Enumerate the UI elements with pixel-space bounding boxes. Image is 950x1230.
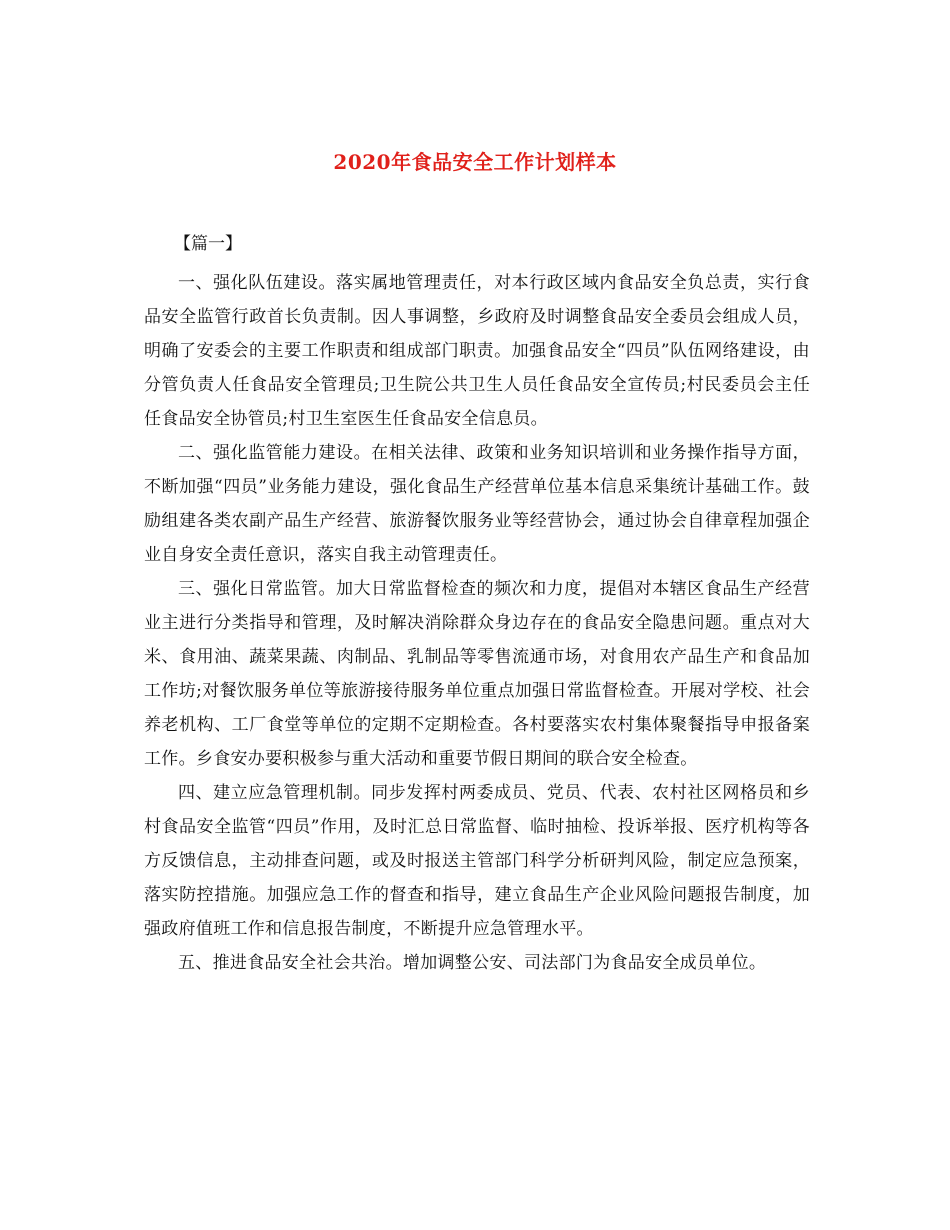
paragraph-5: 五、推进食品安全社会共治。增加调整公安、司法部门为食品安全成员单位。 bbox=[178, 953, 767, 973]
paragraph-3: 三、强化日常监管。加大日常监督检查的频次和力度，提倡对本辖区食品生产经营业主进行分类指导和管理，及时解决消除群众身边存在的食品安全隐患问题。重点对大米、食用油、蔬菜果蔬、肉制品、乳制品等零售流通市场，对食用农产品生产和食品加工作坊;对餐饮服务单位等旅游接待服务单位重点加强日常监督检查。开展对学校、社会养老机构、工厂食堂等单位的定期不定期检查。各村要落实农村集体聚餐指导申报备案工作。乡食安办要积极参与重大活动和重要节假日期间的联合安全检查。 bbox=[144, 579, 810, 769]
section-heading: 【篇一】 bbox=[174, 234, 242, 254]
paragraph-4: 四、建立应急管理机制。同步发挥村两委成员、党员、代表、农村社区网格员和乡村食品安全监管“四员”作用，及时汇总日常监督、临时抽检、投诉举报、医疗机构等各方反馈信息，主动排查问题，或及时报送主管部门科学分析研判风险，制定应急预案，落实防控措施。加强应急工作的督查和指导，建立食品生产企业风险问题报告制度，加强政府值班工作和信息报告制度，不断提升应急管理水平。 bbox=[144, 783, 810, 939]
body-text bbox=[144, 266, 810, 980]
paragraph-1: 一、强化队伍建设。落实属地管理责任，对本行政区域内食品安全负总责，实行食品安全监管行政首长负责制。因人事调整，乡政府及时调整食品安全委员会组成人员，明确了安委会的主要工作职责和组成部门职责。加强食品安全“四员”队伍网络建设，由分管负责人任食品安全管理员;卫生院公共卫生人员任食品安全宣传员;村民委员会主任任食品安全协管员;村卫生室医生任食品安全信息员。 bbox=[144, 273, 810, 429]
paragraph-2: 二、强化监管能力建设。在相关法律、政策和业务知识培训和业务操作指导方面，不断加强“四员”业务能力建设，强化食品生产经营单位基本信息采集统计基础工作。鼓励组建各类农副产品生产经营、旅游餐饮服务业等经营协会，通过协会自律章程加强企业自身安全责任意识，落实自我主动管理责任。 bbox=[144, 443, 810, 565]
document-title: 2020年食品安全工作计划样本 bbox=[333, 150, 617, 174]
